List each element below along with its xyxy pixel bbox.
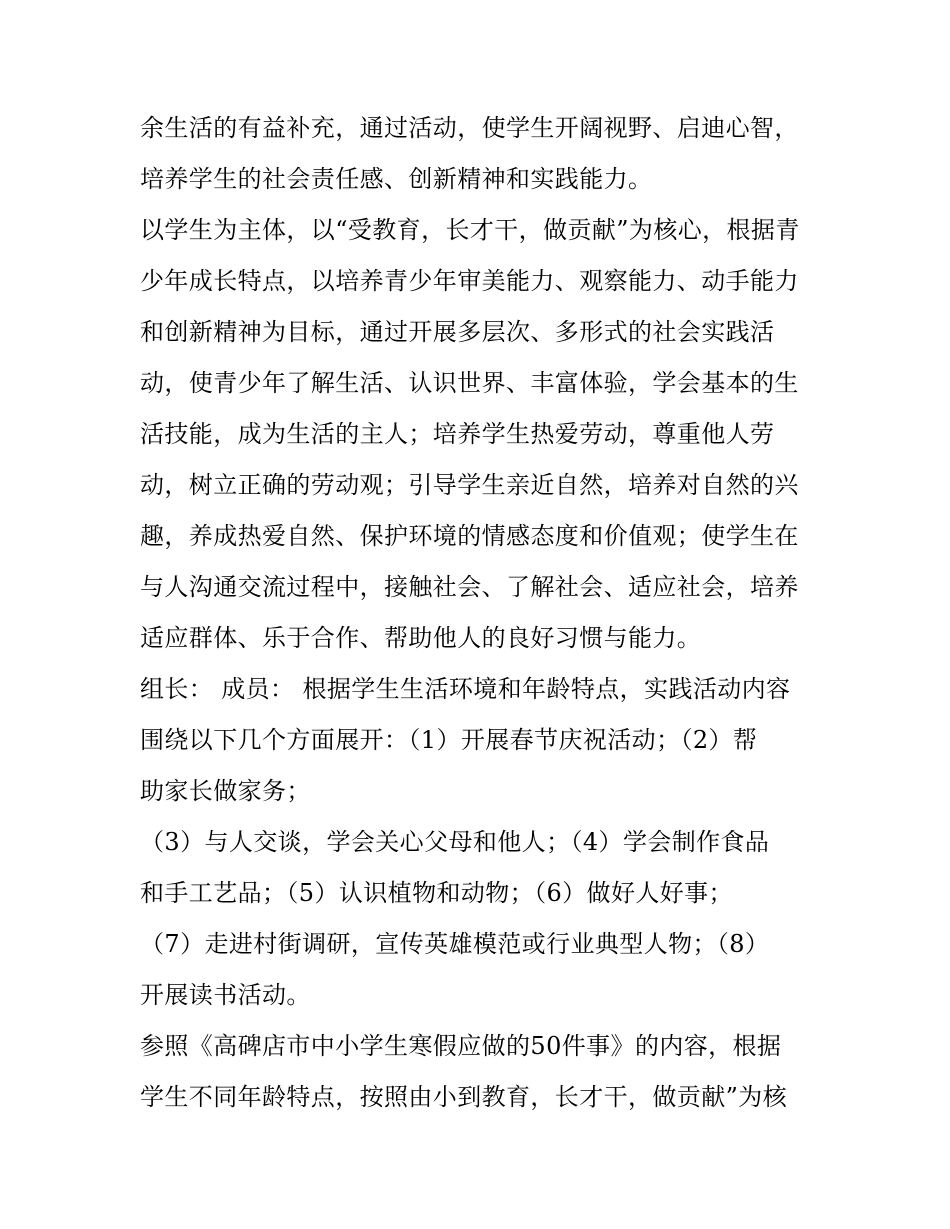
text-line: 以学生为主体，以“受教育，长才干，做贡献”为核心，根据青 — [140, 216, 800, 244]
text-line: 培养学生的社会责任感、创新精神和实践能力。 — [140, 165, 653, 193]
text-line: （7）走进村街调研，宣传英雄模范或行业典型人物；（8） — [140, 930, 770, 958]
text-line: 和创新精神为目标，通过开展多层次、多形式的社会实践活 — [140, 318, 775, 346]
text-line: 学生不同年龄特点，按照由小到教育，长才干，做贡献”为核 — [140, 1083, 788, 1111]
text-line: 动，树立正确的劳动观；引导学生亲近自然，培养对自然的兴 — [140, 471, 799, 499]
text-line: 趣，养成热爱自然、保护环境的情感态度和价值观；使学生在 — [140, 522, 799, 550]
text-line: 与人沟通交流过程中，接触社会、了解社会、适应社会，培养 — [140, 573, 799, 601]
text-line: 围绕以下几个方面展开：（1）开展春节庆祝活动；（2）帮 — [140, 726, 758, 754]
text-line: 组长： 成员： 根据学生生活环境和年龄特点，实践活动内容 — [140, 675, 791, 703]
text-line: 活技能，成为生活的主人；培养学生热爱劳动，尊重他人劳 — [140, 420, 775, 448]
text-line: 参照《高碑店市中小学生寒假应做的50件事》的内容，根据 — [140, 1032, 782, 1060]
text-line: 和手工艺品；（5）认识植物和动物；（6）做好人好事； — [140, 879, 733, 907]
text-line: 适应群体、乐于合作、帮助他人的良好习惯与能力。 — [140, 624, 702, 652]
text-line: 开展读书活动。 — [140, 981, 311, 1009]
text-line: 动，使青少年了解生活、认识世界、丰富体验，学会基本的生 — [140, 369, 799, 397]
text-line: 助家长做家务； — [140, 777, 311, 805]
text-line: （3）与人交谈，学会关心父母和他人；（4）学会制作食品 — [140, 828, 770, 856]
document-page — [140, 103, 820, 1123]
text-line: 余生活的有益补充，通过活动，使学生开阔视野、启迪心智， — [140, 114, 799, 142]
text-line: 少年成长特点，以培养青少年审美能力、观察能力、动手能力 — [140, 267, 799, 295]
